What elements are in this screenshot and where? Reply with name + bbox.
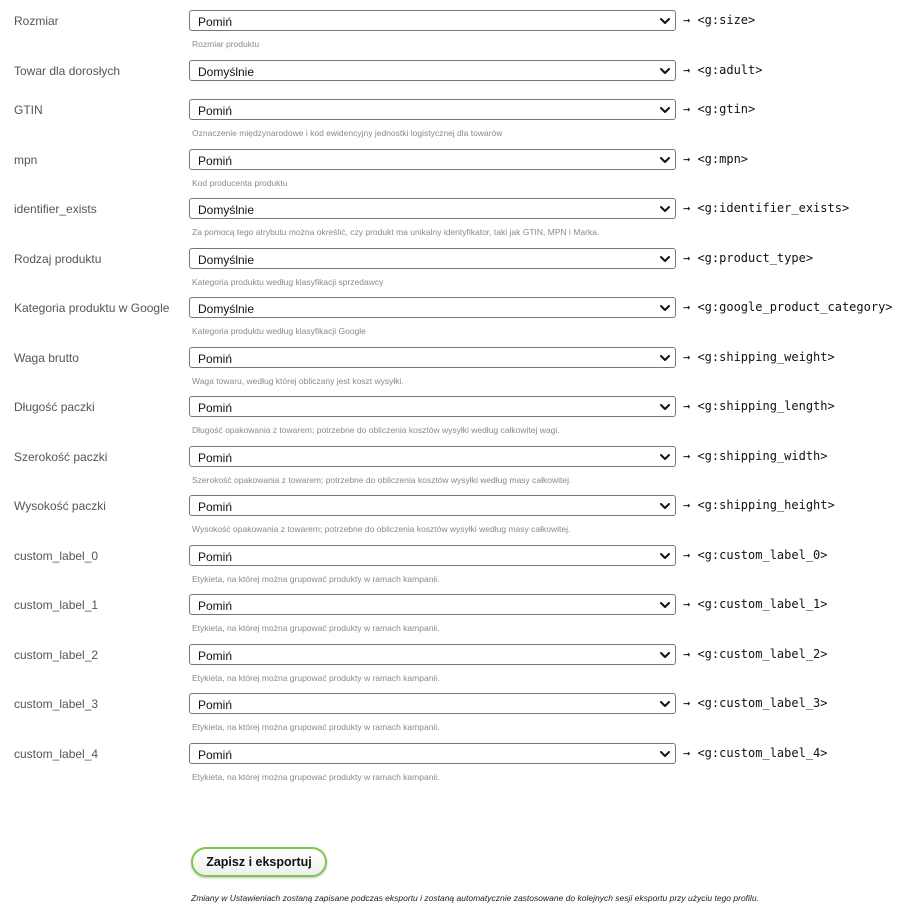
feed-tag: → <g:shipping_weight> bbox=[683, 349, 835, 364]
feed-tag: → <g:custom_label_0> bbox=[683, 547, 828, 562]
feed-tag: → <g:gtin> bbox=[683, 102, 756, 116]
field-select[interactable] bbox=[189, 149, 676, 170]
feed-tag: → <g:adult> bbox=[683, 62, 763, 77]
select-value: Pomiń bbox=[198, 648, 233, 663]
form-row bbox=[0, 99, 920, 149]
select-value: Pomiń bbox=[198, 351, 233, 366]
field-label: Wysokość paczki bbox=[14, 499, 106, 513]
feed-tag: → <g:mpn> bbox=[683, 151, 749, 166]
chevron-down-icon bbox=[659, 748, 671, 760]
field-select[interactable] bbox=[189, 248, 676, 269]
field-select[interactable] bbox=[189, 594, 676, 615]
form-row bbox=[0, 10, 920, 60]
field-description: Kod producenta produktu bbox=[192, 177, 288, 188]
select-value: Pomiń bbox=[198, 698, 233, 712]
field-label: custom_label_4 bbox=[14, 746, 99, 761]
form-row bbox=[0, 545, 920, 595]
field-description: Za pomocą tego atrybutu można określić, czy produkt ma unikalny identyfikator, taki jak GTIN, MPN i Marka. bbox=[192, 227, 600, 237]
settings-note: Zmiany w Ustawieniach zostaną zapisane podczas eksportu i zostaną automatycznie zastosowane do kolejnych sesji eksportu przy użyciu tego profilu. bbox=[191, 893, 759, 903]
select-value: Domyślnie bbox=[198, 252, 255, 267]
field-description: Wysokość opakowania z towarem; potrzebne do obliczenia kosztów wysyłki według masy całkowitej. bbox=[192, 524, 571, 534]
field-label: Rodzaj produktu bbox=[14, 251, 102, 266]
field-label: Kategoria produktu w Google bbox=[14, 301, 170, 315]
chevron-down-icon bbox=[659, 253, 671, 265]
field-label: custom_label_2 bbox=[14, 647, 99, 662]
feed-tag: → <g:shipping_width> bbox=[683, 448, 828, 463]
field-description: Etykieta, na której można grupować produkty w ramach kampanii. bbox=[192, 573, 440, 584]
field-description: Etykieta, na której można grupować produkty w ramach kampanii. bbox=[192, 623, 440, 633]
field-description: Szerokość opakowania z towarem; potrzebne do obliczenia kosztów wysyłki według masy całkowitej. bbox=[192, 474, 572, 485]
field-select[interactable] bbox=[189, 396, 676, 417]
feed-tag: → <g:google_product_category> bbox=[683, 300, 893, 314]
form-row bbox=[0, 693, 920, 743]
chevron-down-icon bbox=[659, 401, 671, 413]
field-description: Długość opakowania z towarem; potrzebne do obliczenia kosztów wysyłki według całkowitej wagi. bbox=[192, 425, 560, 435]
select-value: Domyślnie bbox=[198, 302, 255, 316]
export-settings-form bbox=[0, 10, 920, 792]
feed-tag: → <g:identifier_exists> bbox=[683, 201, 850, 215]
feed-tag: → <g:shipping_height> bbox=[683, 498, 835, 512]
chevron-down-icon bbox=[659, 352, 671, 364]
form-row bbox=[0, 297, 920, 347]
feed-tag: → <g:product_type> bbox=[683, 250, 814, 265]
field-select[interactable] bbox=[189, 347, 676, 368]
field-description: Oznaczenie międzynarodowe i kod ewidencyjny jednostki logistycznej dla towarów bbox=[192, 128, 503, 138]
field-select[interactable] bbox=[189, 10, 676, 31]
field-label: Waga brutto bbox=[14, 350, 79, 365]
select-value: Domyślnie bbox=[198, 64, 255, 79]
form-row bbox=[0, 149, 920, 199]
field-label: Długość paczki bbox=[14, 400, 95, 414]
select-value: Domyślnie bbox=[198, 203, 255, 217]
select-value: Pomiń bbox=[198, 747, 233, 762]
select-value: Pomiń bbox=[198, 549, 233, 564]
select-value: Pomiń bbox=[198, 153, 233, 168]
chevron-down-icon bbox=[659, 302, 671, 314]
chevron-down-icon bbox=[659, 550, 671, 562]
chevron-down-icon bbox=[659, 649, 671, 661]
field-label: custom_label_3 bbox=[14, 697, 99, 711]
select-value: Pomiń bbox=[198, 401, 233, 415]
form-row bbox=[0, 743, 920, 793]
field-select[interactable] bbox=[189, 495, 676, 516]
field-select[interactable] bbox=[189, 644, 676, 665]
field-description: Kategoria produktu według klasyfikacji sprzedawcy bbox=[192, 276, 384, 287]
chevron-down-icon bbox=[659, 154, 671, 166]
field-select[interactable] bbox=[189, 297, 676, 318]
form-row bbox=[0, 495, 920, 545]
field-description: Rozmiar produktu bbox=[192, 39, 260, 49]
form-row bbox=[0, 198, 920, 248]
form-row bbox=[0, 446, 920, 496]
form-row bbox=[0, 594, 920, 644]
save-and-export-button[interactable]: Zapisz i eksportuj bbox=[191, 847, 327, 877]
chevron-down-icon bbox=[659, 203, 671, 215]
feed-tag: → <g:shipping_length> bbox=[683, 399, 835, 413]
feed-tag: → <g:custom_label_3> bbox=[683, 696, 828, 710]
field-label: Towar dla dorosłych bbox=[14, 63, 121, 78]
field-label: custom_label_0 bbox=[14, 548, 99, 563]
select-value: Pomiń bbox=[198, 15, 233, 29]
field-label: GTIN bbox=[14, 103, 43, 117]
form-row bbox=[0, 396, 920, 446]
select-value: Pomiń bbox=[198, 450, 233, 465]
field-description: Kategoria produktu według klasyfikacji Google bbox=[192, 326, 366, 336]
feed-tag: → <g:custom_label_4> bbox=[683, 745, 828, 760]
field-label: mpn bbox=[14, 152, 38, 167]
field-label: identifier_exists bbox=[14, 202, 97, 216]
chevron-down-icon bbox=[659, 15, 671, 27]
field-description: Etykieta, na której można grupować produkty w ramach kampanii. bbox=[192, 722, 440, 732]
select-value: Pomiń bbox=[198, 599, 233, 613]
field-select[interactable] bbox=[189, 198, 676, 219]
form-row bbox=[0, 248, 920, 298]
field-description: Etykieta, na której można grupować produkty w ramach kampanii. bbox=[192, 672, 440, 683]
feed-tag: → <g:size> bbox=[683, 13, 756, 27]
field-select[interactable] bbox=[189, 545, 676, 566]
field-label: Rozmiar bbox=[14, 14, 59, 28]
form-row bbox=[0, 60, 920, 100]
chevron-down-icon bbox=[659, 451, 671, 463]
chevron-down-icon bbox=[659, 104, 671, 116]
chevron-down-icon bbox=[659, 599, 671, 611]
form-row bbox=[0, 347, 920, 397]
chevron-down-icon bbox=[659, 698, 671, 710]
field-label: custom_label_1 bbox=[14, 598, 99, 612]
chevron-down-icon bbox=[659, 500, 671, 512]
field-label: Szerokość paczki bbox=[14, 449, 108, 464]
feed-tag: → <g:custom_label_2> bbox=[683, 646, 828, 661]
field-select[interactable] bbox=[189, 446, 676, 467]
form-row bbox=[0, 644, 920, 694]
field-description: Waga towaru, według której obliczany jest koszt wysyłki. bbox=[192, 375, 404, 386]
feed-tag: → <g:custom_label_1> bbox=[683, 597, 828, 611]
field-select[interactable] bbox=[189, 743, 676, 764]
select-value: Pomiń bbox=[198, 500, 233, 514]
field-select[interactable] bbox=[189, 693, 676, 714]
field-description: Etykieta, na której można grupować produkty w ramach kampanii. bbox=[192, 771, 440, 782]
field-select[interactable] bbox=[189, 60, 676, 81]
chevron-down-icon bbox=[659, 65, 671, 77]
field-select[interactable] bbox=[189, 99, 676, 120]
select-value: Pomiń bbox=[198, 104, 233, 118]
